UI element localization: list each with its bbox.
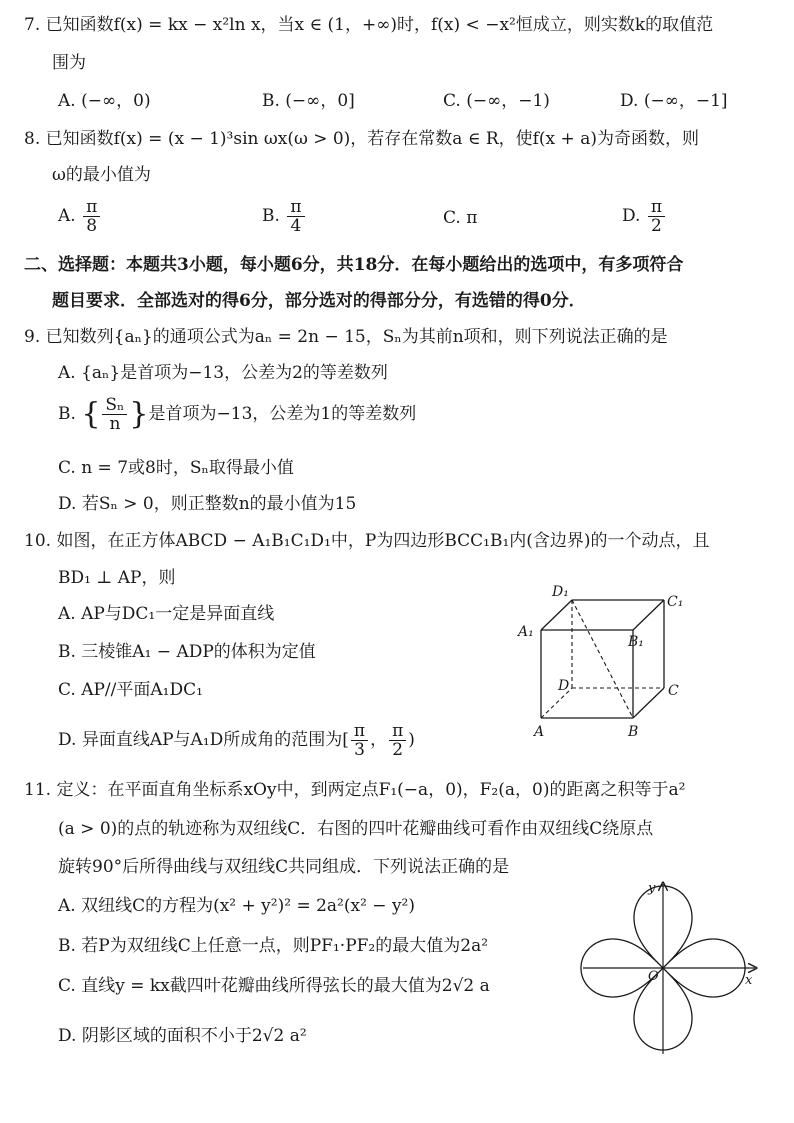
q8-option-a — [58, 198, 102, 235]
q11-stem-line2: (a > 0)的点的轨迹称为双纽线C．右图的四叶花瓣曲线可看作由双纽线C绕原点 — [58, 819, 654, 839]
q11-option-d: D. 阴影区域的面积不小于2√2 a² — [58, 1026, 307, 1046]
q8-option-b-label: B. — [262, 206, 280, 226]
fraction-numerator: π — [648, 198, 665, 217]
x-axis-label: x — [745, 973, 753, 988]
q8-option-d-label: D. — [622, 206, 641, 226]
edge-b1c1 — [633, 600, 664, 630]
q9-option-b — [58, 396, 416, 433]
right-paren: ) — [408, 730, 415, 750]
q7-stem-line2: 围为 — [52, 53, 86, 73]
edge-bc — [633, 688, 664, 718]
section-2-heading-line1: 二、选择题：本题共3小题，每小题6分，共18分．在每小题给出的选项中，有多项符合 — [24, 255, 684, 275]
q11-stem-line3: 旋转90°后所得曲线与双纽线C共同组成．下列说法正确的是 — [58, 857, 510, 877]
q9-option-d: D. 若Sₙ > 0，则正整数n的最小值为15 — [58, 494, 357, 514]
left-brace: { — [81, 396, 101, 432]
q8-option-c: C. π — [443, 208, 478, 228]
q7-option-c: C. (−∞，−1) — [443, 91, 550, 111]
q10-option-d — [58, 722, 415, 759]
fraction-denominator: 2 — [651, 216, 662, 236]
cube-figure — [510, 580, 700, 740]
comma: ， — [370, 730, 388, 750]
q10-option-d-fraction-1 — [351, 722, 368, 759]
four-petal-figure — [575, 878, 765, 1058]
edge-a1d1 — [541, 600, 572, 630]
left-bracket: [ — [342, 730, 349, 750]
section-2-heading-line2: 题目要求．全部选对的得6分，部分选对的得部分分，有选错的得0分． — [52, 291, 586, 311]
q9-option-c: C. n = 7或8时，Sₙ取得最小值 — [58, 458, 294, 478]
label-b1: B₁ — [628, 634, 644, 650]
fraction-denominator: 2 — [392, 740, 404, 760]
q7-option-a: A. (−∞，0) — [58, 91, 151, 111]
q7-stem-line1: 7. 已知函数f(x) = kx − x²ln x，当x ∈ (1，+∞)时，f(x) < −x²恒成立，则实数k的取值范 — [24, 15, 714, 35]
fraction-numerator: π — [389, 722, 406, 741]
q8-stem-line1: 8. 已知函数f(x) = (x − 1)³sin ωx(ω > 0)，若存在常数a ∈ R，使f(x + a)为奇函数，则 — [24, 129, 699, 149]
q9-option-b-text: 是首项为−13，公差为1的等差数列 — [148, 404, 417, 424]
q7-option-d: D. (−∞，−1] — [620, 91, 728, 111]
q9-option-b-fraction — [102, 396, 127, 433]
q8-stem-line2: ω的最小值为 — [52, 165, 151, 185]
label-d1: D₁ — [552, 584, 569, 600]
label-b: B — [628, 724, 639, 740]
fraction-numerator: π — [83, 198, 100, 217]
q10-option-b: B. 三棱锥A₁ − ADP的体积为定值 — [58, 642, 316, 662]
y-axis-label: y — [648, 881, 656, 896]
q10-option-a: A. AP与DC₁一定是异面直线 — [58, 604, 275, 624]
q11-option-c: C. 直线y = kx截四叶花瓣曲线所得弦长的最大值为2√2 a — [58, 976, 490, 996]
q10-option-c: C. AP//平面A₁DC₁ — [58, 680, 203, 700]
q8-option-d — [622, 198, 667, 235]
label-c: C — [668, 683, 679, 699]
label-c1: C₁ — [667, 594, 684, 610]
q9-option-b-label: B. — [58, 404, 76, 424]
q10-stem-line2: BD₁ ⊥ AP，则 — [58, 568, 176, 588]
diagonal-bd1 — [572, 600, 633, 718]
fraction-numerator: π — [351, 722, 368, 741]
fraction-denominator: 4 — [290, 216, 302, 236]
right-brace: } — [129, 396, 149, 432]
q9-option-a: A. {aₙ}是首项为−13，公差为2的等差数列 — [58, 363, 388, 383]
q10-option-d-fraction-2 — [389, 722, 406, 759]
q11-stem-line1: 11. 定义：在平面直角坐标系xOy中，到两定点F₁(−a，0)，F₂(a，0)的距离之积等于a² — [24, 780, 686, 800]
label-d: D — [558, 678, 570, 694]
fraction-numerator: π — [287, 198, 304, 217]
q10-stem-line1: 10. 如图，在正方体ABCD − A₁B₁C₁D₁中，P为四边形BCC₁B₁内(含边界)的一个动点，且 — [24, 531, 710, 551]
q8-option-a-label: A. — [58, 206, 76, 226]
q8-option-a-fraction — [83, 198, 100, 235]
fraction-denominator: 8 — [86, 216, 98, 236]
fraction-numerator: Sₙ — [102, 396, 127, 415]
fraction-denominator: 3 — [354, 740, 365, 760]
q8-option-b-fraction — [287, 198, 304, 235]
q11-option-a: A. 双纽线C的方程为(x² + y²)² = 2a²(x² − y²) — [58, 896, 415, 916]
q7-option-b: B. (−∞，0] — [262, 91, 355, 111]
label-a1: A₁ — [518, 624, 534, 640]
q11-option-b: B. 若P为双纽线C上任意一点，则PF₁·PF₂的最大值为2a² — [58, 936, 489, 956]
q8-option-b — [262, 198, 307, 235]
q10-option-d-text: D. 异面直线AP与A₁D所成角的范围为 — [58, 730, 343, 750]
fraction-denominator: n — [109, 414, 121, 434]
q9-stem: 9. 已知数列{aₙ}的通项公式为aₙ = 2n − 15，Sₙ为其前n项和，则下列说法正确的是 — [24, 327, 668, 347]
origin-label: O — [648, 969, 659, 984]
q8-option-d-fraction — [648, 198, 665, 235]
label-a: A — [534, 724, 545, 740]
